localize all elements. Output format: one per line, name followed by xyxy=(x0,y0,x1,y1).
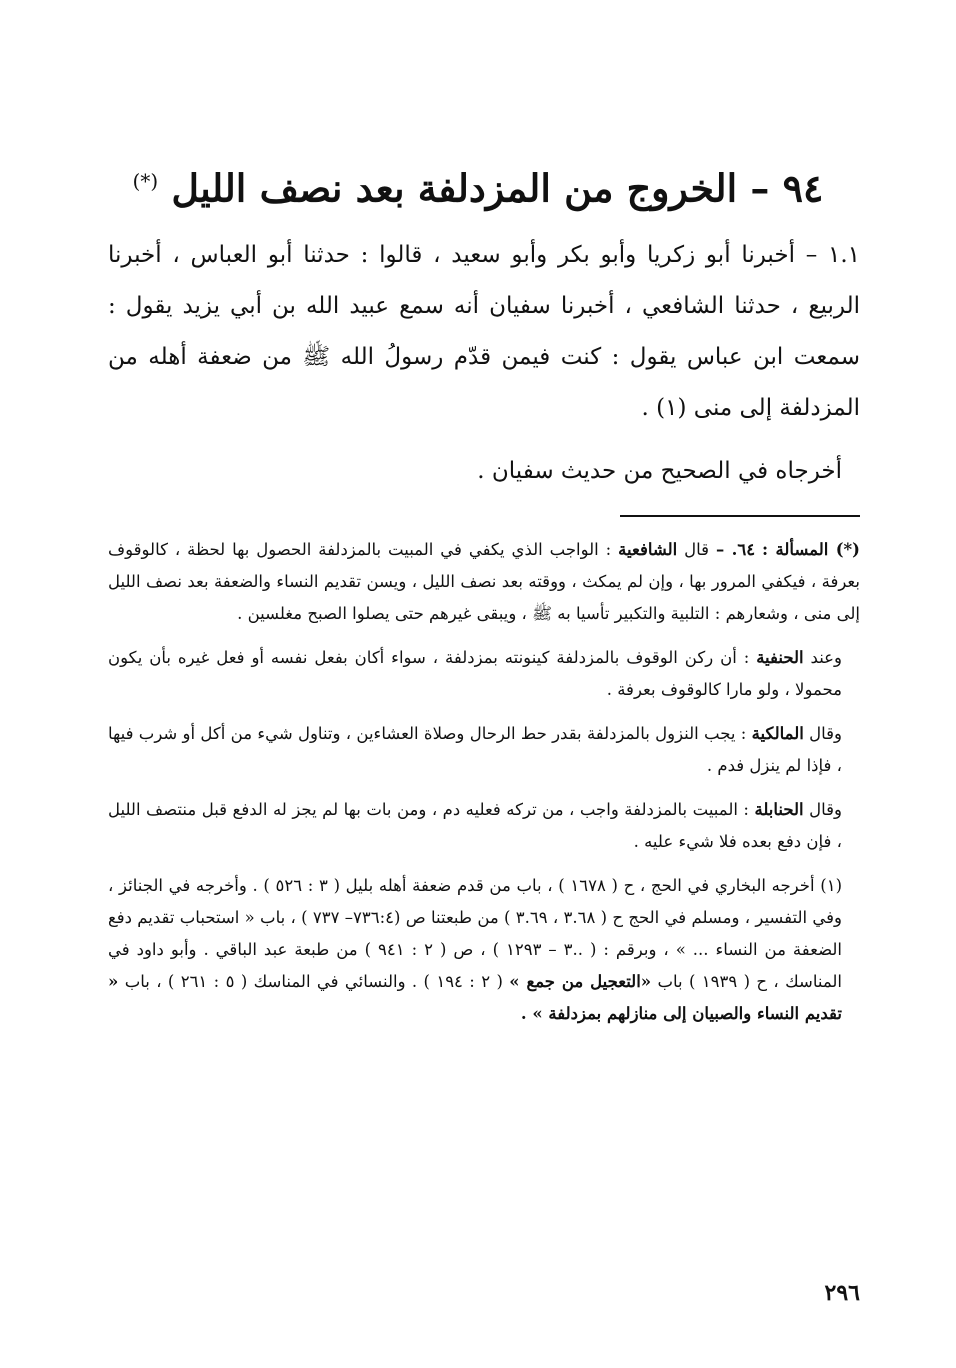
hanbali-text: : المبيت بالمزدلفة واجب ، من تركه فعليه دم ، ومن بات بها لم يجز له الدفع قبل منتصف الليل ، فإن دفع بعده فلا شيء عليه . xyxy=(108,800,842,851)
page-number: ٢٩٦ xyxy=(824,1280,860,1306)
hanafi-prefix: وعند xyxy=(810,648,842,667)
masala-label: (*) المسألة : xyxy=(762,540,860,559)
hanbali-label: الحنابلة xyxy=(754,800,804,819)
maliki-label: المالكية xyxy=(751,724,804,743)
chapter-title-text: ٩٤ – الخروج من المزدلفة بعد نصف الليل xyxy=(171,165,824,211)
footnote-hanbali xyxy=(108,794,860,858)
footnote-hanafi xyxy=(108,642,860,706)
footnote-maliki xyxy=(108,718,860,782)
ref1-chapter-title: «التعجيل من جمع » xyxy=(509,972,652,991)
footnote-shafii xyxy=(108,534,860,630)
hanbali-prefix: وقال xyxy=(809,800,842,819)
shafii-label: الشافعية xyxy=(618,540,678,559)
footnotes xyxy=(108,534,860,1042)
hanafi-label: الحنفية xyxy=(756,648,804,667)
chapter-title xyxy=(120,148,836,222)
ref1-text: (١) أخرجه البخاري في الحج ، ح ( ١٦٧٨ ) ، باب من قدم ضعفة أهله بليل ( ٣ : ٥٢٦ ) . وأخرجه في الجنائز ، وفي التفسير ، ومسلم في الحج ح ( ٣.٦٨ ، ٣.٦٩ ) من طبعتنا ص (٧٣٦:٤– ٧٣٧ ) ، باب « استحباب تقديم دفع الضعفة من النساء ... » ، وبرقم : ( ..٣ – ١٢٩٣ ) ، ص ( ٢ : ٩٤١ ) من طبعة عبد الباقي . وأبو داود في المناسك ، ح ( ١٩٣٩ ) باب xyxy=(108,876,843,991)
footnote-marker: (*) xyxy=(132,169,159,193)
maliki-prefix: وقال xyxy=(809,724,843,743)
shafii-prefix: قال xyxy=(684,540,710,559)
hanafi-text: : أن ركن الوقوف بالمزدلفة كينونته بمزدلفة ، سواء أكان بفعل نفسه أو فعل غيره بأن يكون محمولا ، ولو مارا كالوقوف بعرفة . xyxy=(108,648,842,699)
shafii-text: : الواجب الذي يكفي في المبيت بالمزدلفة الحصول بها لحظة ، كالوقوف بعرفة ، فيكفي المرور بها ، وإن لم يمكث ، ووقته بعد نصف الليل ، ويسن تقديم النساء والضعفة بعد نصف الليل إلى منى ، وشعارهم : التلبية والتكبير تأسيا به ﷺ ، ويبقى غيرهم حتى يصلوا الصبح مغلسين . xyxy=(108,540,860,623)
ref1-middle: ( ٢ : ١٩٤ ) . والنسائي في المناسك ( ٥ : ٢٦١ ) ، باب xyxy=(124,972,503,991)
masala-number: ٦٤. – xyxy=(715,540,756,559)
footnote-divider xyxy=(620,515,860,517)
ref1-chapter-title-2: « تقديم النساء والصبيان إلى منازلهم بمزدلفة » . xyxy=(108,972,842,1023)
main-text xyxy=(108,230,860,497)
hadith-text: ١.١ – أخبرنا أبو زكريا وأبو بكر وأبو سعيد ، قالوا : حدثنا أبو العباس ، أخبرنا الربيع ، حدثنا الشافعي ، أخبرنا سفيان أنه سمع عبيد الله بن أبي يزيد يقول : سمعت ابن عباس يقول : كنت فيمن قدّم رسولُ الله ﷺ من ضعفة أهله من المزدلفة إلى منى (١) . xyxy=(108,242,860,421)
maliki-text: : يجب النزول بالمزدلفة بقدر حط الرحال وصلاة العشاءين ، وتناول شيء من أكل أو شرب فيها ، فإذا لم ينزل فدم . xyxy=(108,724,842,775)
footnote-reference-1 xyxy=(108,870,860,1030)
hadith-source: أخرجاه في الصحيح من حديث سفيان . xyxy=(477,458,842,484)
